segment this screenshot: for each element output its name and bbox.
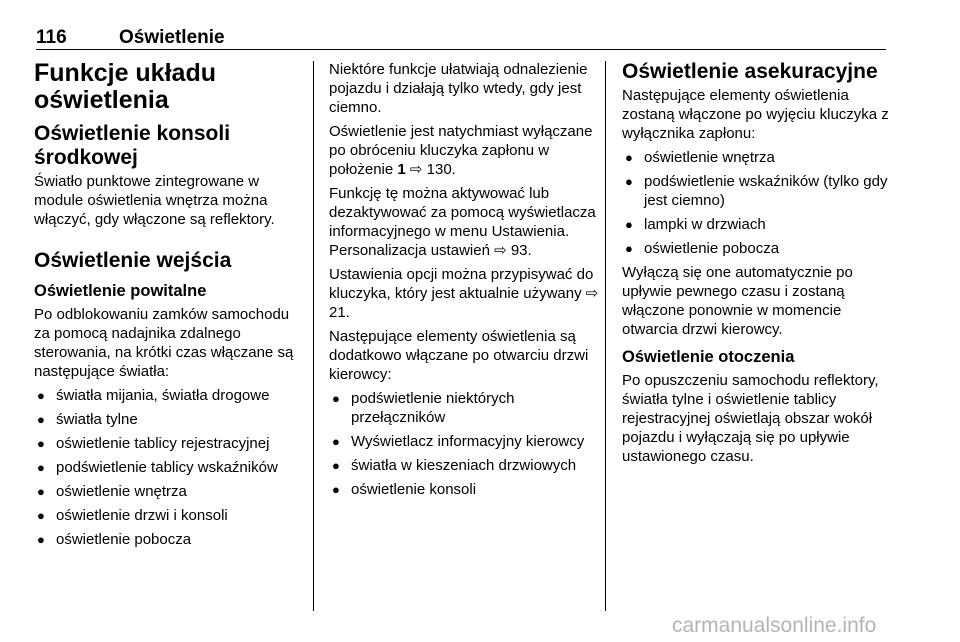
list-item: ● oświetlenie wnętrza (622, 148, 892, 167)
column-2 (329, 60, 599, 504)
page-number: 116 (36, 27, 67, 48)
list-item: ● Wyświetlacz informacyjny kierowcy (329, 432, 599, 451)
page-header (36, 27, 886, 51)
column-divider-1 (313, 61, 314, 611)
paragraph (329, 265, 599, 322)
page-reference: 93. (510, 242, 532, 259)
paragraph (329, 184, 599, 260)
console-lighting-text: Światło punktowe zintegrowane w module oświetlenia wnętrza można włączyć, gdy włączone są reflektory. (34, 173, 275, 228)
list-item: ● podświetlenie tablicy wskaźników (34, 458, 302, 477)
paragraph: Następujące elementy oświetlenia są dodatkowo włączane po otwarciu drzwi kierowcy: (329, 328, 589, 383)
door-lights-list (329, 389, 599, 499)
key-position: 1 (397, 161, 406, 178)
section-title: Oświetlenie (119, 27, 225, 48)
column-divider-2 (605, 61, 606, 611)
list-item: ● oświetlenie wnętrza (34, 482, 302, 501)
surround-lighting-heading: Oświetlenie otoczenia (622, 348, 795, 366)
list-item: ● światła w kieszeniach drzwiowych (329, 456, 599, 475)
list-item: ● oświetlenie konsoli (329, 480, 599, 499)
list-item: ● światła mijania, światła drogowe (34, 386, 302, 405)
paragraph-text: Oświetlenie jest natychmiast wyłączane po obróceniu kluczyka zapłonu w położenie (329, 123, 593, 178)
exit-lighting-after-text: Wyłączą się one automatycznie po upływie pewnego czasu i zostaną włączone ponownie w momencie otwarcia drzwi kierowcy. (622, 264, 853, 338)
list-item: ● oświetlenie pobocza (622, 239, 892, 258)
watermark: carmanualsonline.info (672, 614, 877, 637)
page-reference: 21. (329, 304, 350, 321)
paragraph-text: Ustawienia opcji można przypisywać do kluczyka, który jest aktualnie używany (329, 266, 594, 302)
exit-lights-list (622, 148, 892, 258)
welcome-lighting-heading: Oświetlenie powitalne (34, 282, 207, 300)
page-reference-icon: ⇨ (409, 161, 423, 178)
list-item: ● oświetlenie tablicy rejestracyjnej (34, 434, 302, 453)
console-lighting-heading: Oświetlenie konsoli środkowej (34, 122, 231, 169)
page-reference-icon: ⇨ (585, 285, 599, 302)
surround-lighting-text: Po opuszczeniu samochodu reflektory, światła tylne i oświetlenie tablicy rejestracyjnej oświetlają obszar wokół pojazdu i wyłączają się po upływie ustawionego czasu. (622, 372, 879, 465)
list-item: ● podświetlenie niektórych przełączników (329, 389, 599, 427)
list-item: ● oświetlenie pobocza (34, 530, 302, 549)
list-item: ● oświetlenie drzwi i konsoli (34, 506, 302, 525)
list-item: ● lampki w drzwiach (622, 215, 892, 234)
exit-lighting-heading: Oświetlenie asekuracyjne (622, 60, 878, 83)
welcome-lighting-text: Po odblokowaniu zamków samochodu za pomocą nadajnika zdalnego sterowania, na krótki czas włączane są następujące światła: (34, 306, 294, 380)
list-item: ● światła tylne (34, 410, 302, 429)
header-rule (36, 49, 886, 50)
page-reference-icon: ⇨ (494, 242, 507, 259)
list-item: ● podświetlenie wskaźników (tylko gdy jest ciemno) (622, 172, 892, 210)
exit-lighting-text: Następujące elementy oświetlenia zostaną włączone po wyjęciu kluczyka z wyłącznika zapłonu: (622, 87, 889, 142)
chapter-title: Funkcje układu oświetlenia (34, 59, 216, 114)
paragraph-text: Funkcję tę można aktywować lub dezaktywować za pomocą wyświetlacza informacyjnego w menu Ustawienia. Personalizacja ustawień (329, 185, 596, 259)
page-reference: 130. (426, 161, 456, 178)
welcome-lights-list (34, 386, 302, 549)
column-1 (34, 60, 302, 554)
paragraph: Niektóre funkcje ułatwiają odnalezienie pojazdu i działają tylko wtedy, gdy jest ciemno. (329, 61, 588, 116)
entry-lighting-heading: Oświetlenie wejścia (34, 249, 232, 272)
paragraph (329, 122, 599, 179)
column-3 (622, 60, 892, 471)
